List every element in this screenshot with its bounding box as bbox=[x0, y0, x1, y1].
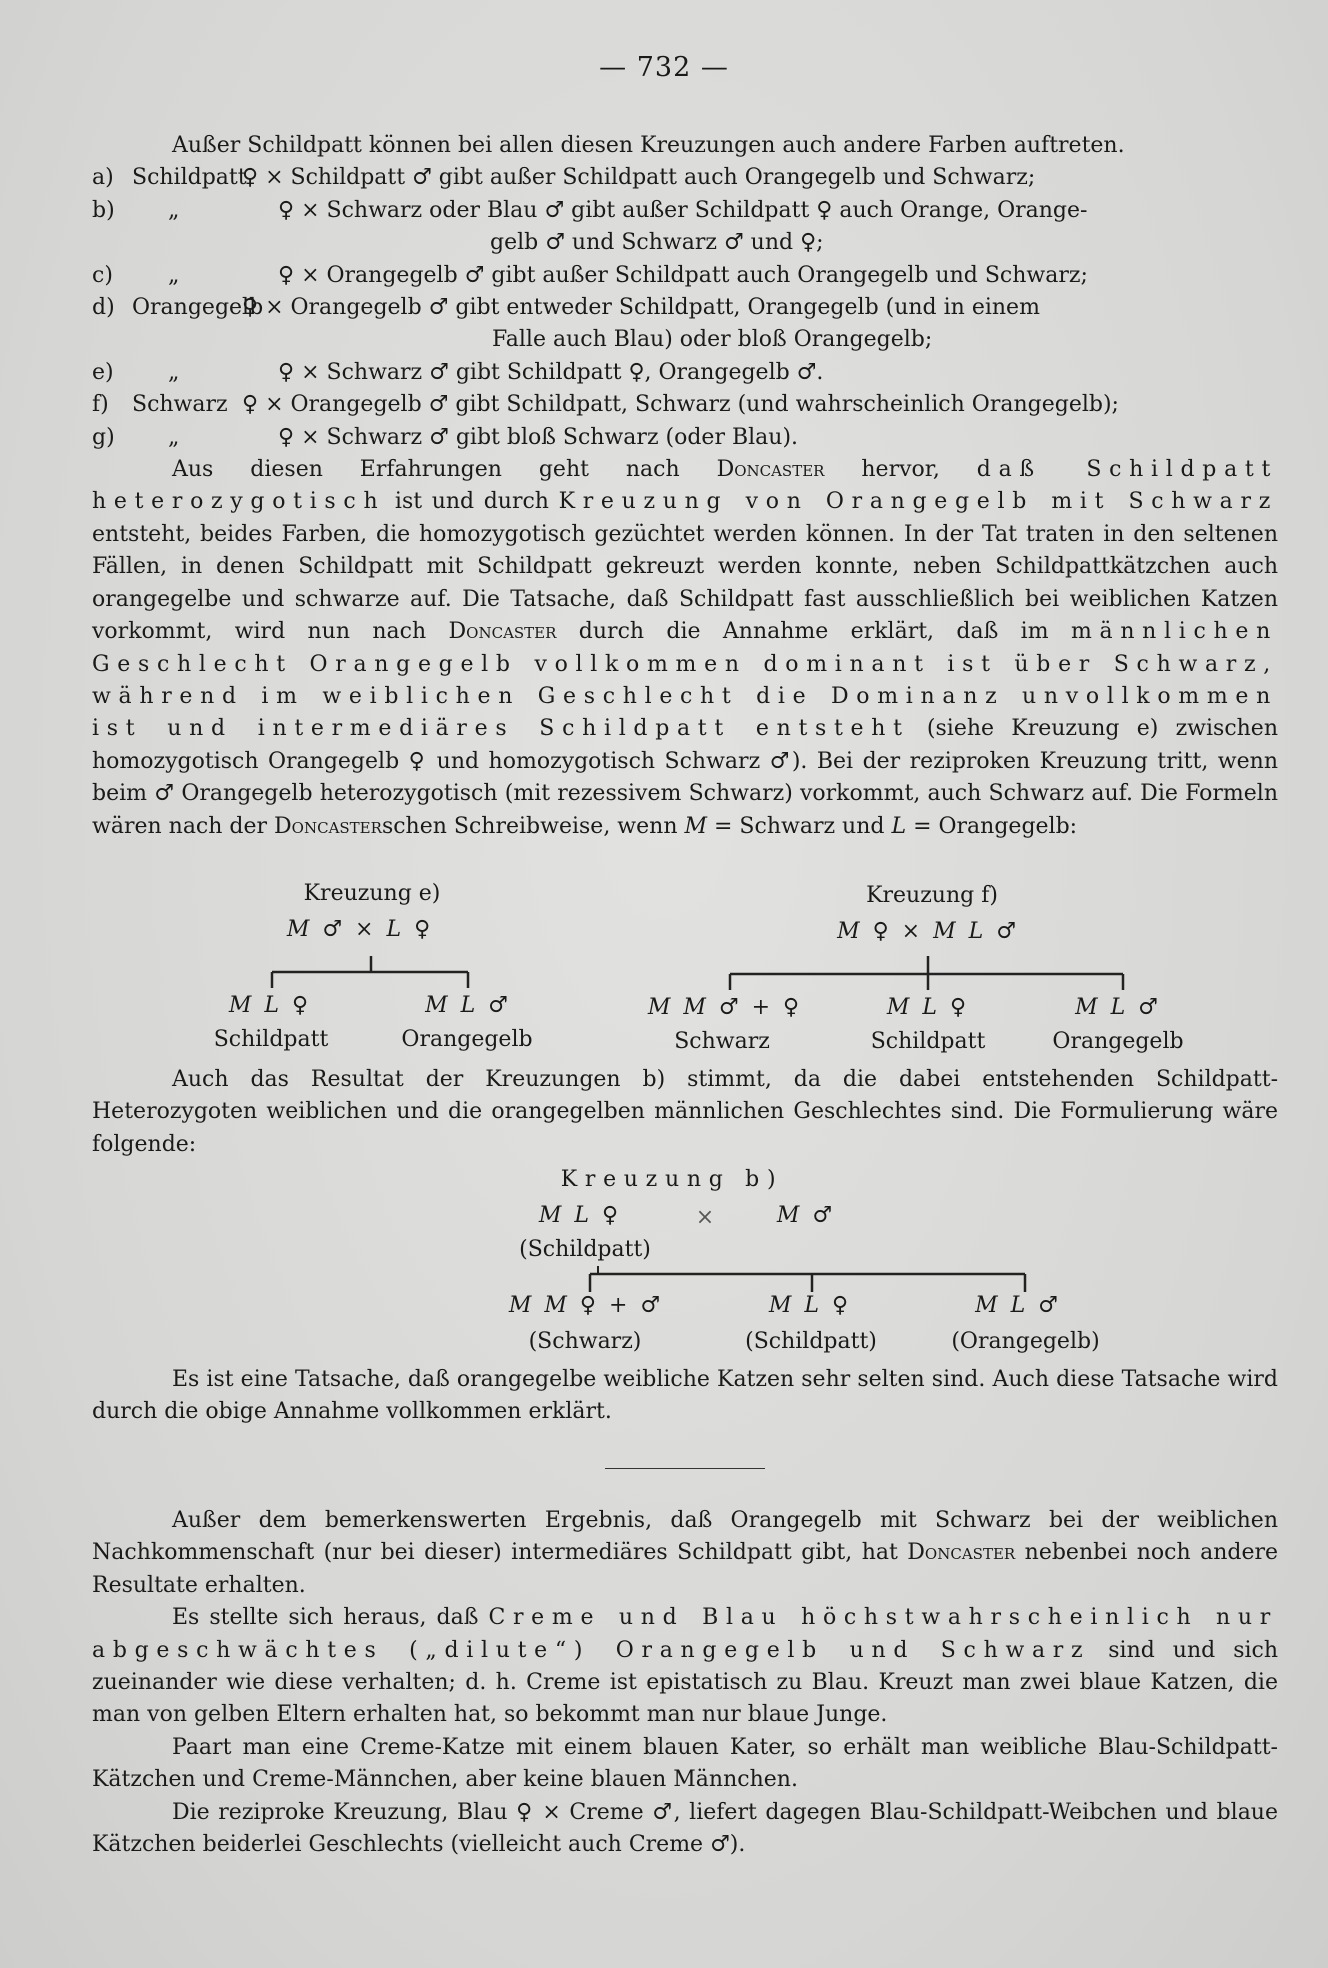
cross-row bbox=[92, 195, 1278, 227]
cross-text: ♀ × Schwarz ♂ gibt bloß Schwarz (oder Blau). bbox=[278, 424, 799, 450]
text-span: = Orangegelb: bbox=[906, 813, 1078, 839]
cross-item bbox=[92, 292, 1278, 357]
cross-key: f) bbox=[92, 392, 109, 418]
kreuzung-b-title: Kreuzung b) bbox=[560, 1167, 784, 1192]
kreuzung-b-label-2: (Schildpatt) bbox=[745, 1329, 877, 1354]
kreuzung-f-offspring-3: M L ♂ bbox=[1075, 995, 1161, 1020]
kreuzung-b-label-3: (Orangegelb) bbox=[951, 1329, 1100, 1354]
cross-parent: Orangegelb bbox=[132, 295, 264, 321]
text-span: Es stellte sich heraus, daß bbox=[172, 1605, 489, 1631]
text-span: entsteht, beides Farben, die homozygotisch gezüchtet werden können. In der Tat traten in den seltenen Fällen, in denen Schildpatt mit Schildpatt gekreuzt werden konnte, neben Schildpattkätzchen auch orangegelbe und schwarze auf. Die Tatsache, daß Schildpatt fast ausschließlich bei weiblichen Katzen vorkommt, wird nun nach bbox=[92, 521, 1278, 645]
text-span: ist und durch bbox=[385, 489, 559, 515]
cross-parent: „ bbox=[168, 359, 180, 385]
cross-item bbox=[92, 357, 1278, 389]
text-span: nebenbei noch andere Resultate erhalten. bbox=[92, 1540, 1279, 1598]
cross-sign: × bbox=[695, 1205, 715, 1230]
page-number: — 732 — bbox=[599, 52, 729, 83]
cross-key: g) bbox=[92, 424, 115, 450]
cross-row bbox=[92, 357, 1278, 389]
main-text-top bbox=[92, 130, 1278, 843]
cross-item bbox=[92, 260, 1278, 292]
emphasis-text: männlichen Geschlecht Orangegelb vollkommen dominant ist über Schwarz, während im weiblichen Geschlecht die Dominanz unvollkommen ist und intermediäres Schildpatt entsteht bbox=[92, 619, 1279, 742]
cross-parent: Schwarz bbox=[132, 392, 228, 418]
tatsache-paragraph: Es ist eine Tatsache, daß orangegelbe weibliche Katzen sehr selten sind. Auch diese Tatsache wird durch die obige Annahme vollkommen erklärt. bbox=[92, 1367, 1278, 1425]
kreuzung-e-label-1: Schildpatt bbox=[213, 1027, 329, 1052]
text-span: hervor, bbox=[824, 457, 977, 483]
creme-katze-paragraph: Paart man eine Creme-Katze mit einem blauen Kater, so erhält man weibliche Blau-Schildpatt-Kätzchen und Creme-Männchen, aber keine blauen Männchen. bbox=[92, 1734, 1278, 1793]
cross-row bbox=[92, 389, 1278, 421]
emphasis-text: Kreuzung von Orangegelb mit Schwarz bbox=[558, 489, 1278, 515]
kreuzung-f-offspring-2: M L ♀ bbox=[886, 995, 970, 1020]
kreuzung-e-offspring-1: M L ♀ bbox=[228, 993, 312, 1018]
cross-row bbox=[92, 260, 1278, 292]
main-text-lower bbox=[92, 1364, 1278, 1429]
kreuzung-ef-diagram bbox=[0, 876, 1328, 1056]
main-text-middle bbox=[92, 1064, 1278, 1161]
intro-paragraph: Außer Schildpatt können bei allen diesen Kreuzungen auch andere Farben auftreten. bbox=[172, 133, 1125, 158]
section-divider bbox=[605, 1468, 765, 1469]
creme-blau-paragraph bbox=[92, 1602, 1278, 1732]
kreuzung-b-parent-2: M ♂ bbox=[776, 1203, 836, 1228]
text-span: sind und sich zueinander wie diese verhalten; d. h. Creme ist epistatisch zu Blau. Kreuzt man zwei blaue Katzen, die man von gelben Eltern erhalten hat, so bekommt man nur blaue Junge. bbox=[92, 1637, 1279, 1728]
cross-text: ♀ × Schildpatt ♂ gibt außer Schildpatt auch Orangegelb und Schwarz; bbox=[242, 165, 1036, 191]
cross-item bbox=[92, 389, 1278, 421]
kreuzung-b-offspring-1: M M ♀ + ♂ bbox=[508, 1293, 664, 1318]
cross-row bbox=[92, 162, 1278, 194]
text-span: Außer dem bemerkenswerten Ergebnis, daß Orangegelb mit Schwarz bei der weiblichen Nachkommenschaft (nur bei dieser) intermediäres Schildpatt gibt, hat bbox=[92, 1508, 1278, 1566]
emphasis-text: Creme und Blau höchstwahrscheinlich nur abgeschwächtes („dilute“) Orangegelb und Schwarz bbox=[92, 1605, 1278, 1663]
cross-item bbox=[92, 195, 1278, 260]
kreuzung-f-label-1: Schwarz bbox=[674, 1029, 770, 1054]
cross-parent: „ bbox=[168, 262, 180, 288]
text-span: (siehe Kreuzung e) zwischen homozygotisch Orangegelb ♀ und homozygotisch Schwarz ♂). Bei der reziproken Kreuzung tritt, wenn beim ♂ Orangegelb heterozygotisch (mit rezessivem Schwarz) vorkommt, auch Schwarz auf. Die Formeln wären nach der bbox=[92, 716, 1278, 839]
kreuzung-b-label-1: (Schwarz) bbox=[528, 1329, 642, 1354]
cross-text: ♀ × Orangegelb ♂ gibt außer Schildpatt auch Orangegelb und Schwarz; bbox=[278, 262, 1088, 288]
cross-text: ♀ × Schwarz oder Blau ♂ gibt außer Schildpatt ♀ auch Orange, Orange- bbox=[278, 197, 1088, 223]
text-span: schen Schreibweise, wenn bbox=[381, 813, 685, 839]
symbol-m: M bbox=[684, 813, 708, 839]
kreuzung-b-parent-1: M L ♀ bbox=[538, 1203, 622, 1228]
text-span: durch die Annahme erklärt, daß im bbox=[556, 619, 1071, 645]
kreuzung-e-label-2: Orangegelb bbox=[401, 1027, 533, 1052]
cross-list bbox=[92, 162, 1278, 454]
cross-key: b) bbox=[92, 197, 115, 223]
kreuzung-b-offspring-2: M L ♀ bbox=[768, 1293, 852, 1318]
kreuzung-f-offspring-1: M M ♂ + ♀ bbox=[647, 995, 803, 1020]
kreuzung-e-offspring-2: M L ♂ bbox=[425, 993, 511, 1018]
cross-text: ♀ × Schwarz ♂ gibt Schildpatt ♀, Orangegelb ♂. bbox=[278, 359, 824, 385]
text-span: = Schwarz und bbox=[707, 813, 892, 839]
kreuzung-b-parent-1-label: (Schildpatt) bbox=[519, 1237, 651, 1262]
author-name: Doncaster bbox=[907, 1540, 1016, 1566]
cross-row bbox=[92, 292, 1278, 324]
cross-continuation: Falle auch Blau) oder bloß Orangegelb; bbox=[492, 327, 933, 353]
cross-continuation: gelb ♂ und Schwarz ♂ und ♀; bbox=[490, 230, 824, 256]
kreuzung-f-label-3: Orangegelb bbox=[1052, 1029, 1184, 1054]
cross-key: a) bbox=[92, 165, 114, 191]
main-text-bottom bbox=[92, 1505, 1278, 1861]
cross-text: ♀ × Orangegelb ♂ gibt Schildpatt, Schwarz (und wahrscheinlich Orangegelb); bbox=[242, 392, 1119, 418]
cross-item bbox=[92, 162, 1278, 194]
author-name: Doncaster bbox=[448, 619, 557, 645]
kreuzung-f-title: Kreuzung f) bbox=[866, 883, 998, 908]
symbol-l: L bbox=[891, 813, 907, 839]
cross-text: ♀ × Orangegelb ♂ gibt entweder Schildpatt, Orangegelb (und in einem bbox=[242, 295, 1040, 321]
kreuzung-e-parents: M ♂ × L ♀ bbox=[286, 917, 434, 942]
cross-parent: Schildpatt bbox=[132, 165, 247, 191]
reziproke-paragraph: Die reziproke Kreuzung, Blau ♀ × Creme ♂, liefert dagegen Blau-Schildpatt-Weibchen und blaue Kätzchen beiderlei Geschlechts (vielleicht auch Creme ♂). bbox=[92, 1799, 1278, 1858]
kreuzung-f-parents: M ♀ × M L ♂ bbox=[837, 919, 1019, 944]
text-span: Aus diesen Erfahrungen geht nach bbox=[172, 457, 717, 483]
resultat-paragraph: Auch das Resultat der Kreuzungen b) stimmt, da die dabei entstehenden Schildpatt-Heterozygoten weiblichen und die orangegelben männlichen Geschlechtes sind. Die Formulierung wäre folgende: bbox=[92, 1067, 1278, 1157]
kreuzung-e-title: Kreuzung e) bbox=[303, 881, 441, 906]
emphasis-text: daß Schildpatt heterozygotisch bbox=[92, 457, 1278, 515]
ergebnis-paragraph bbox=[92, 1505, 1278, 1602]
kreuzung-b-diagram bbox=[0, 1162, 1328, 1362]
cross-key: d) bbox=[92, 295, 115, 321]
cross-parent: „ bbox=[168, 424, 180, 450]
author-name: Doncaster bbox=[716, 457, 825, 483]
doncaster-paragraph bbox=[92, 454, 1278, 843]
cross-item bbox=[92, 422, 1278, 454]
author-name: Doncaster bbox=[274, 813, 382, 839]
cross-parent: „ bbox=[168, 197, 180, 223]
kreuzung-f-label-2: Schildpatt bbox=[870, 1029, 986, 1054]
cross-key: e) bbox=[92, 359, 114, 385]
kreuzung-b-offspring-3: M L ♂ bbox=[975, 1293, 1061, 1318]
cross-key: c) bbox=[92, 262, 113, 288]
cross-row bbox=[92, 422, 1278, 454]
